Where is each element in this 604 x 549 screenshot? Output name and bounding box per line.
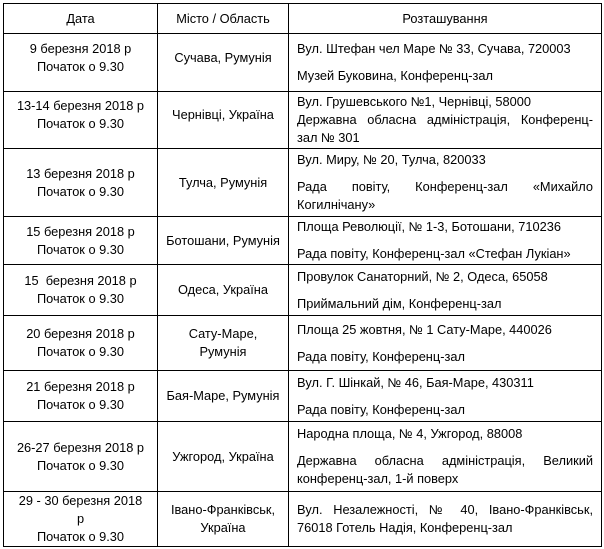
country-text: Румунія bbox=[199, 344, 247, 359]
address-paragraph bbox=[297, 218, 593, 236]
address-line: Провулок Санаторний, № 2, Одеса, 65058 bbox=[297, 268, 548, 284]
address-line: Вул. Миру, № 20, Тулча, 820033 bbox=[297, 152, 486, 167]
start-time-text: Початок о 9.30 bbox=[36, 457, 125, 473]
date-cell bbox=[4, 149, 158, 217]
city-text: Тулча, Румунія bbox=[178, 174, 268, 190]
city-text: Бая-Маре, Румунія bbox=[166, 388, 280, 403]
venue-line: Державна обласна адміністрація, Великий bbox=[297, 453, 593, 468]
header-city bbox=[158, 4, 289, 34]
date-cell bbox=[4, 92, 158, 149]
city-cell bbox=[158, 265, 289, 316]
header-city-label: Місто / Область bbox=[176, 10, 270, 26]
venue-line: Рада повіту, Конференц-зал «Стефан Лукіан» bbox=[297, 246, 571, 261]
address-paragraph bbox=[297, 501, 593, 537]
city-cell bbox=[158, 492, 289, 547]
header-date-label: Дата bbox=[66, 10, 95, 26]
venue-line: Державна обласна адміністрація, Конференц- bbox=[297, 112, 593, 127]
venue-line: Рада повіту, Конференц-зал bbox=[297, 348, 465, 364]
venue-paragraph bbox=[297, 348, 593, 366]
address-line: Вул. Незалежності, № 40, Івано-Франківськ, bbox=[297, 502, 593, 517]
location-cell bbox=[289, 422, 602, 492]
date-text: р bbox=[76, 511, 85, 526]
address-line: Вул. Грушевського №1, Чернівці, 58000 bbox=[297, 94, 531, 109]
address-line: Площа Революції, № 1-3, Ботошани, 710236 bbox=[297, 219, 561, 234]
venue-line: 76018 Готель Надія, Конференц-зал bbox=[297, 520, 513, 535]
header-date bbox=[4, 4, 158, 34]
city-cell bbox=[158, 371, 289, 422]
city-text: Сату-Маре, bbox=[188, 326, 258, 341]
location-cell bbox=[289, 265, 602, 316]
address-line: Площа 25 жовтня, № 1 Сату-Маре, 440026 bbox=[297, 321, 552, 337]
city-text: Одеса, Україна bbox=[177, 282, 268, 297]
venue-paragraph bbox=[297, 401, 593, 419]
location-cell bbox=[289, 217, 602, 265]
venue-paragraph bbox=[297, 295, 593, 313]
date-cell bbox=[4, 265, 158, 316]
address-paragraph bbox=[297, 374, 593, 392]
date-cell bbox=[4, 422, 158, 492]
start-time-text: Початок о 9.30 bbox=[36, 344, 125, 359]
date-cell bbox=[4, 316, 158, 371]
date-text: 15 березня 2018 р bbox=[26, 223, 135, 239]
city-cell bbox=[158, 92, 289, 149]
date-text: 13-14 березня 2018 р bbox=[16, 98, 145, 113]
location-cell bbox=[289, 371, 602, 422]
address-paragraph bbox=[297, 425, 593, 443]
schedule-table bbox=[3, 3, 602, 547]
city-cell bbox=[158, 316, 289, 371]
location-cell bbox=[289, 149, 602, 217]
venue-paragraph bbox=[297, 178, 593, 214]
venue-paragraph bbox=[297, 67, 593, 85]
city-cell bbox=[158, 217, 289, 265]
start-time-text: Початок о 9.30 bbox=[36, 291, 125, 306]
location-cell bbox=[289, 92, 602, 149]
address-paragraph bbox=[297, 40, 593, 58]
date-text: 26-27 березня 2018 р bbox=[16, 439, 145, 455]
address-paragraph bbox=[297, 321, 593, 339]
address-paragraph bbox=[297, 151, 593, 169]
venue-line: Приймальний дім, Конференц-зал bbox=[297, 295, 502, 311]
venue-paragraph bbox=[297, 111, 593, 147]
city-cell bbox=[158, 149, 289, 217]
date-text: 9 березня 2018 р bbox=[29, 40, 132, 56]
location-cell bbox=[289, 492, 602, 547]
date-cell bbox=[4, 34, 158, 92]
start-time-text: Початок о 9.30 bbox=[36, 529, 125, 544]
address-line: Вул. Штефан чел Маре № 33, Сучава, 720003 bbox=[297, 41, 571, 56]
address-paragraph bbox=[297, 268, 593, 286]
start-time-text: Початок о 9.30 bbox=[36, 241, 125, 257]
city-text: Чернівці, Україна bbox=[172, 107, 274, 122]
city-text: Ужгород, Україна bbox=[172, 448, 274, 464]
venue-paragraph bbox=[297, 452, 593, 488]
date-text: 21 березня 2018 р bbox=[26, 379, 135, 394]
country-text: Україна bbox=[200, 520, 246, 535]
venue-line: Рада повіту, Конференц-зал bbox=[297, 401, 465, 417]
address-line: Народна площа, № 4, Ужгород, 88008 bbox=[297, 426, 523, 441]
city-text: Івано-Франківськ, bbox=[170, 502, 276, 517]
venue-line: конференц-зал, 1-й поверх bbox=[297, 471, 459, 486]
venue-line: Когилнічану» bbox=[297, 197, 376, 212]
date-text: 20 березня 2018 р bbox=[26, 326, 135, 341]
address-paragraph bbox=[297, 93, 593, 111]
location-cell bbox=[289, 34, 602, 92]
address-line: Вул. Г. Шінкай, № 46, Бая-Маре, 430311 bbox=[297, 374, 534, 390]
date-text: 29 - 30 березня 2018 bbox=[18, 493, 143, 508]
venue-line: Музей Буковина, Конференц-зал bbox=[297, 68, 493, 83]
city-text: Сучава, Румунія bbox=[174, 49, 272, 65]
venue-line: Рада повіту, Конференц-зал «Михайло bbox=[297, 179, 593, 194]
date-cell bbox=[4, 217, 158, 265]
header-location bbox=[289, 4, 602, 34]
city-cell bbox=[158, 422, 289, 492]
city-text: Ботошани, Румунія bbox=[166, 232, 280, 248]
city-cell bbox=[158, 34, 289, 92]
header-location-label: Розташування bbox=[402, 10, 488, 26]
venue-paragraph bbox=[297, 245, 593, 263]
date-text: 13 березня 2018 р bbox=[26, 165, 135, 181]
date-cell bbox=[4, 371, 158, 422]
start-time-text: Початок о 9.30 bbox=[36, 58, 125, 74]
venue-line: зал № 301 bbox=[297, 130, 360, 145]
start-time-text: Початок о 9.30 bbox=[36, 183, 125, 199]
date-cell bbox=[4, 492, 158, 547]
date-text: 15 березня 2018 р bbox=[24, 273, 137, 288]
location-cell bbox=[289, 316, 602, 371]
start-time-text: Початок о 9.30 bbox=[36, 397, 125, 412]
start-time-text: Початок о 9.30 bbox=[36, 116, 125, 131]
